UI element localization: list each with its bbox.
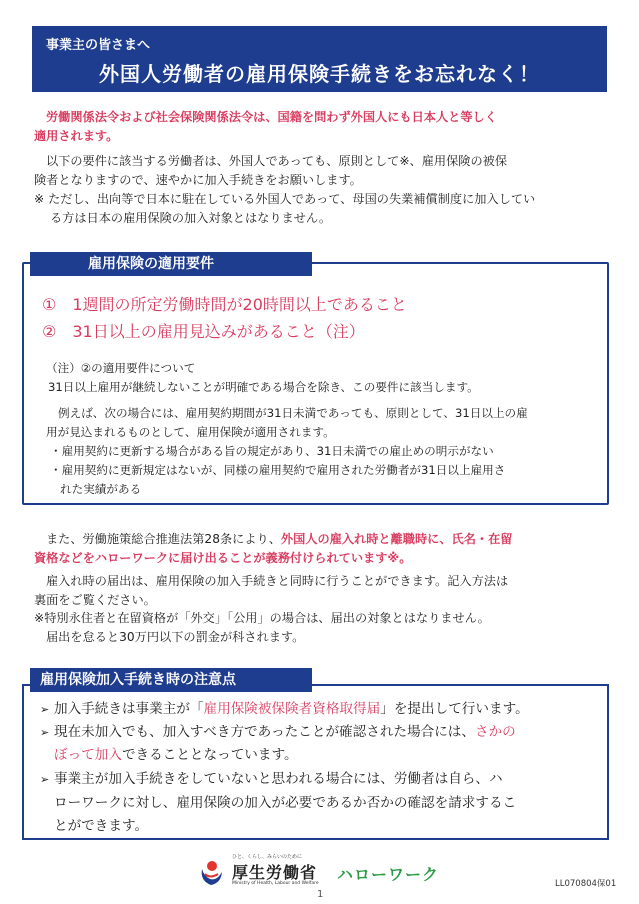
intro-line-2: 適用されます。: [34, 129, 119, 143]
caution-1c: 」を提出して行います。: [380, 701, 529, 717]
caution-3a: 事業主が加入手続きをしていないと思われる場合には、労働者は自ら、ハ: [54, 771, 503, 787]
caution-2c: ぼって加入: [54, 747, 122, 763]
caution-1a: 加入手続きは事業主が「: [54, 701, 204, 717]
header-banner: [32, 26, 607, 92]
caution-2d: できることとなっています。: [121, 747, 298, 763]
note-bullet-2a: ・雇用契約に更新規定はないが、同様の雇用契約で雇用された労働者が31日以上雇用さ: [50, 463, 506, 477]
mid-line-1b: 外国人の雇入れ時と離職時に、氏名・在留: [280, 532, 513, 546]
arrow-icon: ➢: [40, 726, 50, 739]
intro-line-4: 険者となりますので、速やかに加入手続きをお願いします。: [34, 173, 362, 187]
caution-1b: 雇用保険被保険者資格取得届: [203, 701, 381, 717]
mid-line-4: 裏面をご覧ください。: [34, 593, 156, 607]
header-addressee: 事業主の皆さまへ: [46, 38, 151, 53]
mid-line-1: [46, 530, 512, 549]
intro-line-3: 以下の要件に該当する労働者は、外国人であっても、原則として※、雇用保険の被保: [46, 154, 508, 168]
caution-item-2-cont: [54, 745, 298, 766]
mhlw-logo-icon: [198, 857, 224, 887]
caution-2a: 現在未加入でも、加入すべき方であったことが確認された場合には、: [54, 724, 475, 740]
note-bullet-2b: れた実績がある: [60, 482, 142, 496]
note-line-3: 用が見込まれるものとして、雇用保険が適用されます。: [46, 425, 335, 439]
document-code: LL070804保01: [555, 879, 617, 889]
mid-line-3: 雇入れ時の届出は、雇用保険の加入手続きと同時に行うことができます。記入方法は: [46, 574, 509, 588]
logo-english-name: Ministry of Health, Labour and Welfare: [232, 881, 319, 886]
note-line-2: 例えば、次の場合には、雇用契約期間が31日未満であっても、原則として、31日以上の雇: [58, 406, 528, 420]
requirement-2: ② 31日以上の雇用見込みがあること（注）: [42, 322, 365, 341]
hello-work-logo: ハローワーク: [337, 865, 440, 884]
arrow-icon: ➢: [40, 773, 50, 786]
note-line-1: 31日以上雇用が継続しないことが明確である場合を除き、この要件に該当します。: [48, 380, 479, 394]
caution-item-1: [40, 699, 529, 720]
intro-line-1: 労働関係法令および社会保険関係法令は、国籍を問わず外国人にも日本人と等しく: [46, 110, 497, 124]
mid-line-2: 資格などをハローワークに届け出ることが義務付けられています※。: [34, 551, 412, 565]
caution-heading: 雇用保険加入手続き時の注意点: [30, 668, 312, 692]
mid-line-1a: また、労働施策総合推進法第28条により、: [46, 532, 281, 546]
caution-item-3-line-2: ローワークに対し、雇用保険の加入が必要であるか否かの確認を請求するこ: [54, 795, 517, 811]
note-title: （注）②の適用要件について: [46, 361, 196, 375]
logo-ministry-name: 厚生労働省: [232, 863, 318, 882]
intro-line-6: る方は日本の雇用保険の加入対象とはなりません。: [50, 211, 332, 225]
logo-tagline: ひと、くらし、みらいのために: [232, 854, 303, 860]
intro-line-5: ※ ただし、出向等で日本に駐在している外国人であって、母国の失業補償制度に加入してい: [34, 192, 536, 206]
page-title: 外国人労働者の雇用保険手続きをお忘れなく！: [99, 62, 540, 86]
page-number: 1: [317, 889, 324, 900]
caution-item-2: [40, 722, 516, 743]
caution-item-3-line-3: とができます。: [54, 818, 149, 834]
caution-item-3: [40, 769, 503, 790]
arrow-icon: ➢: [40, 703, 50, 716]
mid-line-6: 届出を怠ると30万円以下の罰金が科されます。: [46, 630, 305, 644]
requirements-heading: 雇用保険の適用要件: [30, 252, 312, 276]
note-bullet-1: ・雇用契約に更新する場合がある旨の規定があり、31日未満での雇止めの明示がない: [50, 444, 494, 458]
caution-2b: さかの: [475, 724, 516, 740]
mid-line-5: ※特別永住者と在留資格が「外交」「公用」の場合は、届出の対象とはなりません。: [34, 611, 490, 625]
requirement-1: ① 1週間の所定労働時間が20時間以上であること: [42, 295, 407, 314]
